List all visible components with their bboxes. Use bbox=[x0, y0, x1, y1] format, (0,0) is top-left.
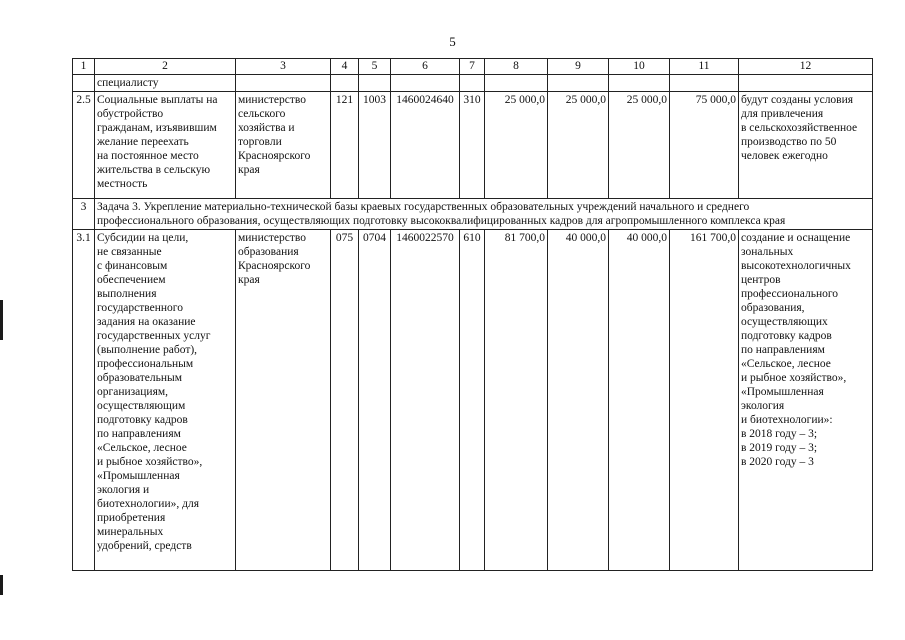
amount-total: 75 000,0 bbox=[670, 92, 739, 199]
task-number: 3 bbox=[73, 199, 95, 230]
header-row bbox=[73, 59, 873, 75]
header-col-5: 5 bbox=[359, 59, 391, 75]
header-col-8: 8 bbox=[485, 59, 548, 75]
amount-total: 161 700,0 bbox=[670, 230, 739, 571]
scan-edge-mark-bottom bbox=[0, 575, 3, 595]
expected-result: создание и оснащение зональных высокотехнологичных центров профессионального образования, осуществляющих подготовку кадров по направлениям «Сельское, лесное и рыбное хозяйство», «Промышленная экология и биотехнологии»: в 2018 году – 3; в 2019 году – 3; в 2020 году – 3 bbox=[739, 230, 873, 571]
table-row-3-1 bbox=[73, 230, 873, 571]
header-col-9: 9 bbox=[548, 59, 609, 75]
code-rzpr: 1003 bbox=[359, 92, 391, 199]
program-measures-table bbox=[72, 58, 873, 571]
scan-edge-mark-top bbox=[0, 300, 3, 340]
row-number: 3.1 bbox=[73, 230, 95, 571]
code-csr: 1460022570 bbox=[391, 230, 460, 571]
task-3-row bbox=[73, 199, 873, 230]
page-number: 5 bbox=[449, 34, 456, 49]
continuation-row bbox=[73, 75, 873, 92]
amount-year-3: 25 000,0 bbox=[609, 92, 670, 199]
code-rzpr: 0704 bbox=[359, 230, 391, 571]
amount-year-1: 25 000,0 bbox=[485, 92, 548, 199]
amount-year-3: 40 000,0 bbox=[609, 230, 670, 571]
header-col-4: 4 bbox=[331, 59, 359, 75]
cont-col-1 bbox=[73, 75, 95, 92]
code-vr: 310 bbox=[460, 92, 485, 199]
header-col-1: 1 bbox=[73, 59, 95, 75]
task-description: Задача 3. Укрепление материально-технической базы краевых государственных образовательных учреждений начального и среднего профессионального образования, осуществляющих подготовку высококвалифицированных кадров для агропромышленного комплекса края bbox=[95, 199, 873, 230]
header-col-6: 6 bbox=[391, 59, 460, 75]
executor: министерство сельского хозяйства и торговли Красноярского края bbox=[236, 92, 331, 199]
table-row-2-5 bbox=[73, 92, 873, 199]
measure-name: Социальные выплаты на обустройство гражданам, изъявившим желание переехать на постоянное место жительства в сельскую местность bbox=[95, 92, 236, 199]
expected-result: будут созданы условия для привлечения в сельскохозяйственное производство по 50 человек ежегодно bbox=[739, 92, 873, 199]
row-number: 2.5 bbox=[73, 92, 95, 199]
code-grbs: 121 bbox=[331, 92, 359, 199]
cont-name: специалисту bbox=[95, 75, 236, 92]
header-col-3: 3 bbox=[236, 59, 331, 75]
amount-year-1: 81 700,0 bbox=[485, 230, 548, 571]
amount-year-2: 25 000,0 bbox=[548, 92, 609, 199]
code-vr: 610 bbox=[460, 230, 485, 571]
header-col-10: 10 bbox=[609, 59, 670, 75]
amount-year-2: 40 000,0 bbox=[548, 230, 609, 571]
header-col-7: 7 bbox=[460, 59, 485, 75]
header-col-12: 12 bbox=[739, 59, 873, 75]
measure-name: Субсидии на цели, не связанные с финансовым обеспечением выполнения государственного задания на оказание государственных услуг (выполнение работ), профессиональным образовательным организациям, осуществляющим подготовку кадров по направлениям «Сельское, лесное и рыбное хозяйство», «Промышленная экология и биотехнологии», для приобретения минеральных удобрений, средств bbox=[95, 230, 236, 571]
executor: министерство образования Красноярского края bbox=[236, 230, 331, 571]
code-grbs: 075 bbox=[331, 230, 359, 571]
code-csr: 1460024640 bbox=[391, 92, 460, 199]
header-col-11: 11 bbox=[670, 59, 739, 75]
header-col-2: 2 bbox=[95, 59, 236, 75]
